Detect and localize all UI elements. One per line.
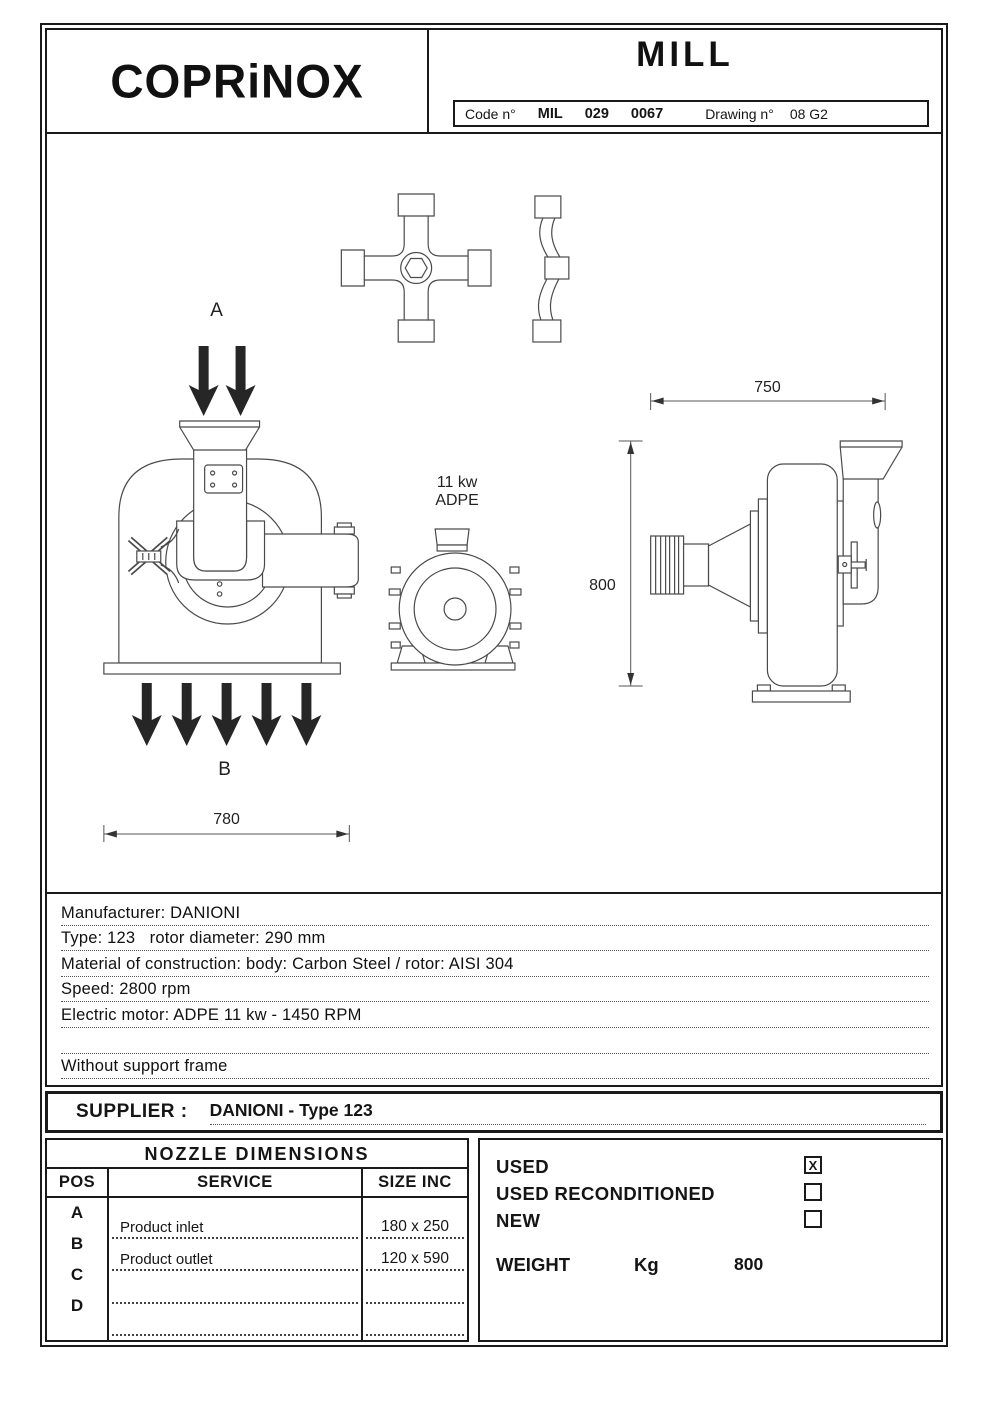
mill-technical-drawing xyxy=(47,134,943,894)
nozzle-table-body xyxy=(47,1198,467,1340)
pos-a: A xyxy=(70,1203,84,1223)
column-header-size: SIZE INC xyxy=(378,1173,452,1192)
mill-front-view xyxy=(104,421,358,674)
weight-unit: Kg xyxy=(634,1253,659,1275)
spec-material: Material of construction: body: Carbon Steel / rotor: AISI 304 xyxy=(61,951,929,977)
code-part-2: 029 xyxy=(584,105,609,122)
mill-side-view xyxy=(589,379,902,702)
spec-speed: Speed: 2800 rpm xyxy=(61,977,929,1003)
specifications xyxy=(45,892,943,1087)
code-box xyxy=(453,100,929,127)
supplier-value: DANIONI - Type 123 xyxy=(209,1099,373,1120)
pos-b: B xyxy=(70,1234,84,1254)
condition-box xyxy=(478,1138,943,1342)
side-width-dimension xyxy=(651,379,885,410)
supplier-value-field xyxy=(210,1100,926,1125)
logo-cell xyxy=(47,30,429,132)
spec-motor: Electric motor: ADPE 11 kw - 1450 RPM xyxy=(61,1002,929,1028)
service-row xyxy=(112,1271,358,1304)
condition-option-used-reconditioned xyxy=(496,1180,929,1207)
size-row xyxy=(366,1271,464,1304)
drawing-number-value: 08 G2 xyxy=(789,105,828,122)
nozzle-dimensions-table xyxy=(45,1138,469,1342)
weight-value: 800 xyxy=(734,1254,764,1275)
used-checkbox[interactable]: X xyxy=(804,1156,822,1174)
header xyxy=(45,28,943,134)
nozzle-table-title: NOZZLE DIMENSIONS xyxy=(47,1140,467,1169)
outlet-label-b: B xyxy=(218,758,231,781)
nozzle-table-header xyxy=(47,1169,467,1198)
pos-column xyxy=(47,1198,109,1340)
condition-option-used xyxy=(496,1153,929,1180)
inlet-arrow xyxy=(189,346,219,416)
supplier-bar xyxy=(45,1091,943,1133)
outlet-arrow xyxy=(212,683,242,746)
spec-type-rotor: Type: 123 rotor diameter: 290 mm xyxy=(61,926,929,952)
condition-option-new xyxy=(496,1207,929,1234)
drawing-sheet xyxy=(40,23,948,1347)
code-part-3: 0067 xyxy=(630,105,664,122)
used-label: USED xyxy=(496,1155,549,1177)
service-column xyxy=(109,1198,363,1340)
spec-manufacturer: Manufacturer: DANIONI xyxy=(61,900,929,926)
code-part-1: MIL xyxy=(537,105,563,122)
pos-d: D xyxy=(70,1296,84,1316)
size-row xyxy=(366,1304,464,1337)
company-logo: COPRiNOX xyxy=(110,54,364,108)
spec-blank xyxy=(61,1028,929,1054)
used-reconditioned-checkbox[interactable] xyxy=(804,1183,822,1201)
size-row: 180 x 250 xyxy=(366,1206,464,1239)
front-width-dimension xyxy=(104,811,349,842)
service-row: Product inlet xyxy=(112,1206,358,1239)
new-checkbox[interactable] xyxy=(804,1210,822,1228)
column-header-service: SERVICE xyxy=(109,1169,363,1196)
document-title: MILL xyxy=(636,35,734,74)
outlet-arrow xyxy=(132,683,162,746)
inlet-label-a: A xyxy=(210,299,223,322)
service-row: Product outlet xyxy=(112,1239,358,1272)
new-label: NEW xyxy=(496,1209,541,1231)
side-height-value: 800 xyxy=(589,576,616,595)
outlet-arrow xyxy=(252,683,282,746)
bottom-section xyxy=(45,1138,943,1342)
inlet-arrow xyxy=(226,346,256,416)
size-column xyxy=(363,1198,467,1340)
rotor-front-view xyxy=(341,194,491,342)
technical-drawing-area xyxy=(45,132,943,894)
weight-row xyxy=(496,1251,929,1278)
spec-support-frame: Without support frame xyxy=(61,1054,929,1080)
motor-type-label: ADPE xyxy=(435,491,479,510)
service-row xyxy=(112,1304,358,1337)
weight-label: WEIGHT xyxy=(496,1253,570,1275)
side-height-dimension xyxy=(589,441,643,686)
outlet-arrow xyxy=(291,683,321,746)
code-label: Code n° xyxy=(465,105,516,122)
size-row: 120 x 590 xyxy=(366,1239,464,1272)
motor-power-label: 11 kw xyxy=(436,473,478,492)
electric-motor-view xyxy=(389,474,521,670)
used-reconditioned-label: USED RECONDITIONED xyxy=(496,1182,715,1204)
rotor-side-view xyxy=(533,196,569,342)
column-header-pos: POS xyxy=(47,1169,109,1196)
title-cell xyxy=(429,30,941,132)
outlet-arrow xyxy=(172,683,202,746)
front-width-value: 780 xyxy=(213,810,240,829)
drawing-number-label: Drawing n° xyxy=(705,105,774,122)
supplier-label: SUPPLIER : xyxy=(76,1101,188,1123)
side-width-value: 750 xyxy=(754,378,781,397)
pos-c: C xyxy=(70,1265,84,1285)
